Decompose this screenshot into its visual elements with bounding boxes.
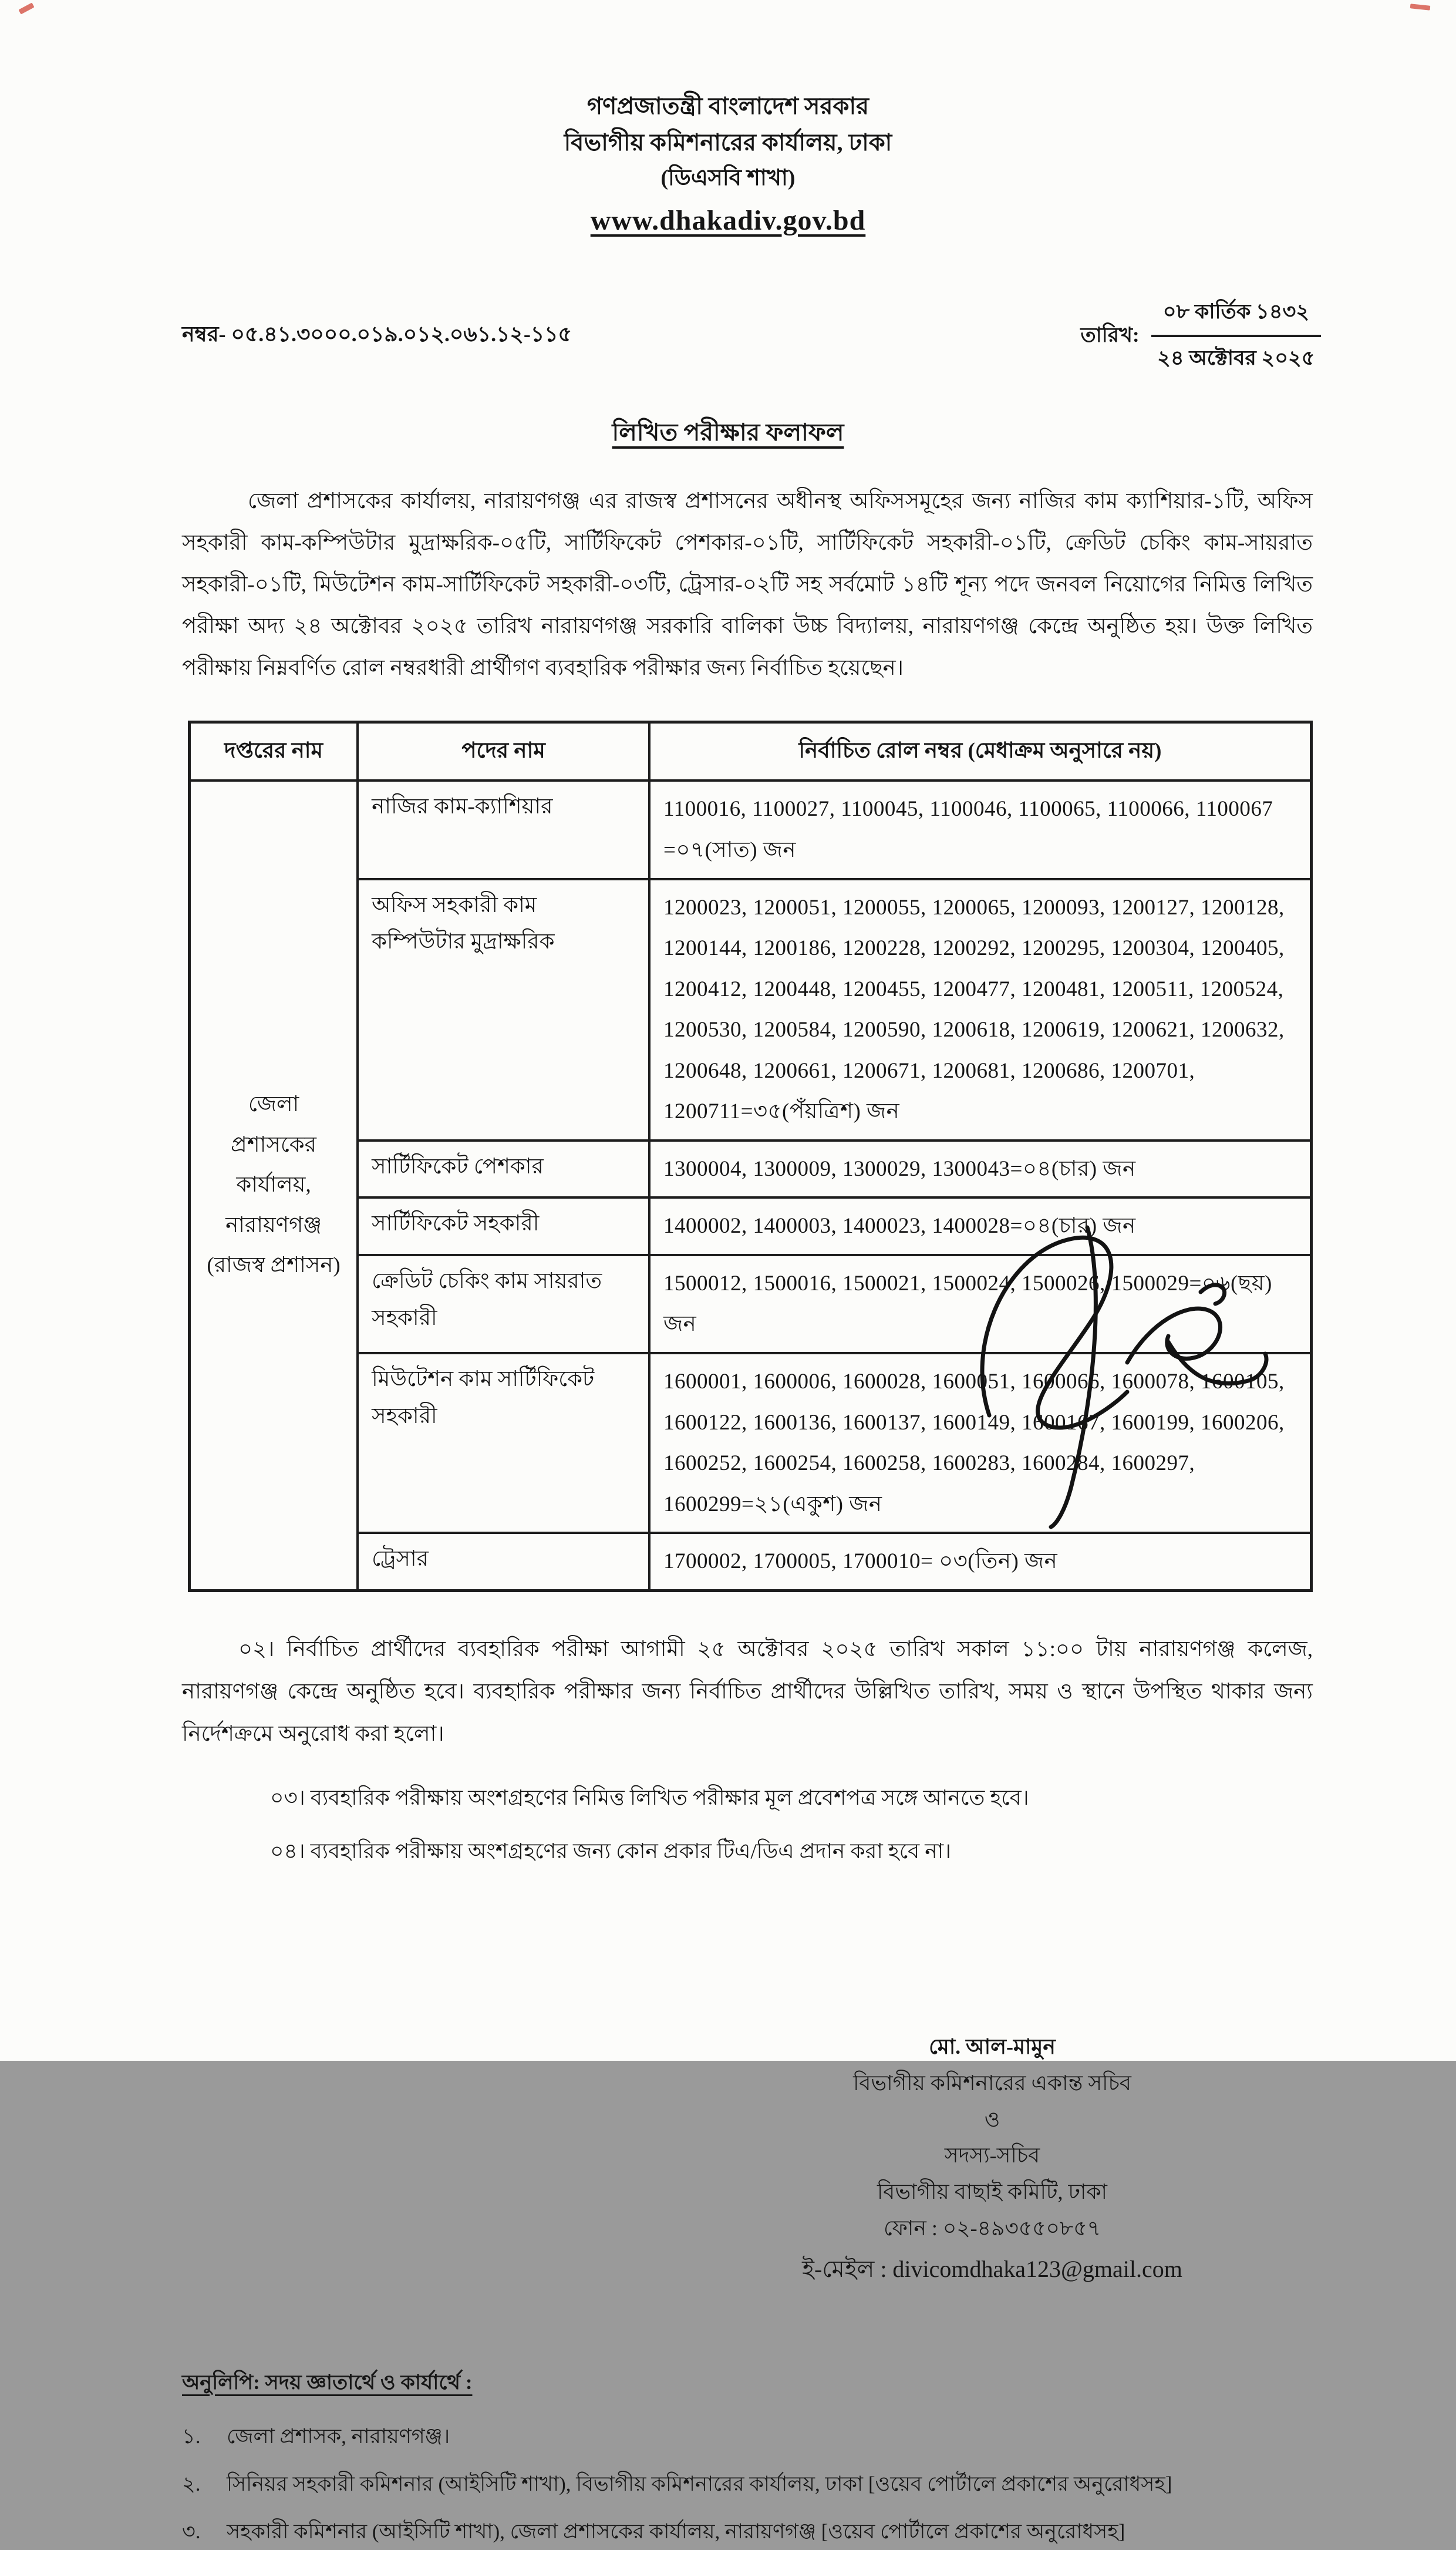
branch-name: (ডিএসবি শাখা) [660,166,796,190]
table-row [190,1533,1312,1590]
rolls-cell: 1400002, 1400003, 1400023, 1400028=০৪(চার) জন [649,1197,1312,1255]
rolls-cell: 1100016, 1100027, 1100045, 1100046, 1100065, 1100066, 1100067 =০৭(সাত) জন [649,781,1312,879]
intro-paragraph: জেলা প্রশাসকের কার্যালয়, নারায়ণগঞ্জ এর রাজস্ব প্রশাসনের অধীনস্থ অফিসসমূহের জন্য নাজির কাম ক্যাশিয়ার-১টি, অফিস সহকারী কাম-কম্পিউটার মুদ্রাক্ষরিক-০৫টি, সার্টিফিকেট পেশকার-০১টি, সার্টিফিকেট সহকারী-০১টি, ক্রেডিট চেকিং কাম-সায়রাত সহকারী-০১টি, মিউটেশন কাম-সার্টিফিকেট সহকারী-০৩টি, ট্রেসার-০২টি সহ সর্বমোট ১৪টি শূন্য পদে জনবল নিয়োগের নিমিত্ত লিখিত পরীক্ষা অদ্য ২৪ অক্টোবর ২০২৫ তারিখ নারায়ণগঞ্জ সরকারি বালিকা উচ্চ বিদ্যালয়, নারায়ণগঞ্জ কেন্দ্রে অনুষ্ঠিত হয়। উক্ত লিখিত পরীক্ষায় নিম্নবর্ণিত রোল নম্বরধারী প্রার্থীগণ ব্যবহারিক পরীক্ষার জন্য নির্বাচিত হয়েছেন। [182,489,1313,681]
date-gregorian: ২৪ অক্টোবর ২০২৫ [1157,346,1315,370]
results-table-wrap [188,721,1313,1592]
signatory-designation-2: সদস্য-সচিব [944,2144,1040,2168]
cc-item [182,2418,1321,2454]
post-cell: সার্টিফিকেট পেশকার [358,1141,649,1198]
date-block [1080,295,1321,376]
paragraph-03: ০৩। ব্যবহারিক পরীক্ষায় অংশগ্রহণের নিমিত্ত লিখিত পরীক্ষার মূল প্রবেশপত্র সঙ্গে আনতে হবে। [270,1786,1029,1810]
signatory-conjunction: ও [984,2107,1000,2131]
cc-item-text: সহকারী কমিশনার (আইসিটি শাখা), জেলা প্রশাসকের কার্যালয়, নারায়ণগঞ্জ [ওয়েব পোর্টালে প্রকাশের অনুরোধসহ] [227,2520,1125,2544]
rolls-cell: 1200023, 1200051, 1200055, 1200065, 1200093, 1200127, 1200128, 1200144, 1200186, 1200228, 1200292, 1200295, 1200304, 1200405, 1200412, 1200448, 1200455, 1200477, 1200481, 1200511, 1200524, 1200530, 1200584, 1200590, 1200618, 1200619, 1200621, 1200632, 1200648, 1200661, 1200671, 1200681, 1200686, 1200701, 1200711=৩৫(পঁয়ত্রিশ) জন [649,879,1312,1141]
cc-section [182,2366,1321,2550]
table-row [190,1197,1312,1255]
cc-item-text: জেলা প্রশাসক, নারায়ণগঞ্জ। [227,2424,450,2448]
post-cell: সার্টিফিকেট সহকারী [358,1197,649,1255]
post-cell: নাজির কাম-ক্যাশিয়ার [358,781,649,879]
signatory-designation-3: বিভাগীয় বাছাই কমিটি, ঢাকা [877,2180,1107,2204]
memo-number: নম্বর- ০৫.৪১.৩০০০.০১৯.০১২.০৬১.১২-১১৫ [182,322,572,346]
table-row [190,1141,1312,1198]
table-row [190,1353,1312,1533]
post-cell: ট্রেসার [358,1533,649,1590]
rolls-cell: 1700002, 1700005, 1700010= ০৩(তিন) জন [649,1533,1312,1590]
header-post: পদের নাম [358,722,649,781]
cc-list [182,2418,1321,2550]
letterhead [0,0,1456,243]
cc-heading: অনুলিপি: সদয় জ্ঞাতার্থে ও কার্যার্থে : [182,2370,473,2394]
cc-item [182,2514,1321,2549]
post-cell: ক্রেডিট চেকিং কাম সায়রাত সহকারী [358,1255,649,1353]
signatory-designation-1: বিভাগীয় কমিশনারের একান্ত সচিব [853,2071,1131,2095]
website-url: www.dhakadiv.gov.bd [590,204,866,236]
signatory-email: ই-মেইল : divicomdhaka123@gmail.com [802,2256,1182,2283]
cc-item-number: ২. [182,2472,201,2496]
date-stack [1151,295,1321,376]
rolls-cell: 1300004, 1300009, 1300029, 1300043=০৪(চার) জন [649,1141,1312,1198]
office-cell: জেলা প্রশাসকের কার্যালয়, নারায়ণগঞ্জ (রাজস্ব প্রশাসন) [190,781,358,1590]
paragraph-02: ০২। নির্বাচিত প্রার্থীদের ব্যবহারিক পরীক্ষা আগামী ২৫ অক্টোবর ২০২৫ তারিখ সকাল ১১:০০ টায় নারায়ণগঞ্জ কলেজ, নারায়ণগঞ্জ কেন্দ্রে অনুষ্ঠিত হবে। ব্যবহারিক পরীক্ষার জন্য নির্বাচিত প্রার্থীদের উল্লিখিত তারিখ, সময় ও স্থানে উপস্থিত থাকার জন্য নির্দেশক্রমে অনুরোধ করা হলো। [182,1637,1313,1747]
cc-item-text: সিনিয়র সহকারী কমিশনার (আইসিটি শাখা), বিভাগীয় কমিশনারের কার্যালয়, ঢাকা [ওয়েব পোর্টালে প্রকাশের অনুরোধসহ] [227,2472,1172,2496]
post-cell: মিউটেশন কাম সার্টিফিকেট সহকারী [358,1353,649,1533]
memo-line [182,295,1321,376]
table-row [190,781,1312,879]
paragraph-04: ০৪। ব্যবহারিক পরীক্ষায় অংশগ্রহণের জন্য কোন প্রকার টিএ/ডিএ প্রদান করা হবে না। [270,1839,952,1863]
date-label: তারিখ: [1080,323,1140,346]
cc-item-number: ৩. [182,2520,201,2544]
results-table [188,721,1313,1592]
cc-item [182,2466,1321,2502]
header-rolls: নির্বাচিত রোল নম্বর (মেধাক্রম অনুসারে নয়) [649,722,1312,781]
cc-item-number: ১. [182,2424,201,2448]
signatory-block [705,2029,1280,2290]
signatory-phone: ফোন : ০২-৪৯৩৫৫০৮৫৭ [883,2216,1101,2240]
document-title: লিখিত পরীক্ষার ফলাফল [612,419,844,446]
rolls-cell: 1500012, 1500016, 1500021, 1500024, 1500026, 1500029=০৬(ছয়) জন [649,1255,1312,1353]
government-name: গণপ্রজাতন্ত্রী বাংলাদেশ সরকার [587,93,869,119]
table-row [190,1255,1312,1353]
signatory-name: মো. আল-মামুন [929,2034,1056,2058]
table-row [190,879,1312,1141]
rolls-cell: 1600001, 1600006, 1600028, 1600051, 1600066, 1600078, 1600105, 1600122, 1600136, 1600137, 1600149, 1600167, 1600199, 1600206, 1600252, 1600254, 1600258, 1600283, 1600284, 1600297, 1600299=২১(একুশ) জন [649,1353,1312,1533]
post-cell: অফিস সহকারী কাম কম্পিউটার মুদ্রাক্ষরিক [358,879,649,1141]
date-bangla: ০৮ কার্তিক ১৪৩২ [1151,295,1321,337]
table-header-row [190,722,1312,781]
office-name: বিভাগীয় কমিশনারের কার্যালয়, ঢাকা [564,129,892,156]
header-office: দপ্তরের নাম [190,722,358,781]
